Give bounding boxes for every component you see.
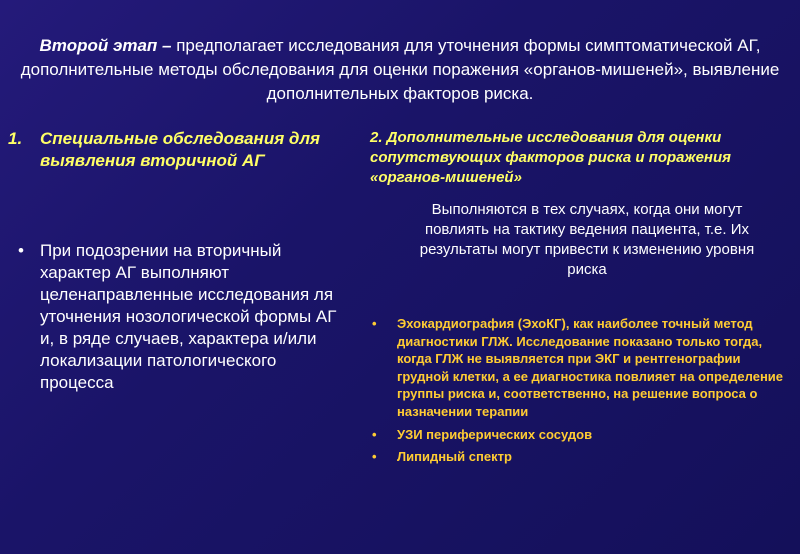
header-lead: Второй этап –	[39, 36, 172, 55]
list-item-text: Липидный спектр	[397, 449, 512, 465]
right-column-heading: 2. Дополнительные исследования для оценки сопутствующих факторов риска и поражения «органов-мишеней»	[370, 129, 731, 186]
right-column-note: Выполняются в тех случаях, когда они могут повлиять на тактику ведения пациента, т.е. Их результаты могут привести к изменению уровня риска	[419, 201, 755, 278]
list-item-text: УЗИ периферических сосудов	[397, 426, 593, 442]
left-heading-text: Специальные обследования для выявления вторичной АГ	[40, 129, 321, 170]
bullet-icon: •	[18, 241, 24, 260]
list-item	[372, 448, 790, 466]
header-text: предполагает исследования для уточнения формы симптоматической АГ, дополнительные методы обследования для оценки поражения «органов-мишеней», выявление дополнительных факторов риска.	[20, 36, 780, 103]
bullet-icon: •	[372, 316, 377, 331]
left-heading-number: 1.	[8, 129, 23, 148]
bullet-icon: •	[372, 449, 377, 465]
list-item	[372, 426, 790, 444]
slide-header	[20, 34, 780, 106]
right-bullet-list	[372, 315, 790, 471]
list-item-text: Эхокардиография (ЭхоКГ), как наиболее точный метод диагностики ГЛЖ. Исследование показано только тогда, когда ГЛЖ не выявляется при ЭКГ и рентгенографии грудной клетки, а ее диагностика повлияет на определение группы риска и, соответственно, на решение вопроса о назначении терапии	[397, 316, 784, 419]
left-body-text: При подозрении на вторичный характер АГ выполняют целенаправленные исследования ля уточнения нозологической формы АГ и, в ряде случаев, характера и/или локализации патологического процесса	[40, 241, 337, 392]
list-item	[372, 315, 790, 421]
bullet-icon: •	[372, 426, 377, 442]
